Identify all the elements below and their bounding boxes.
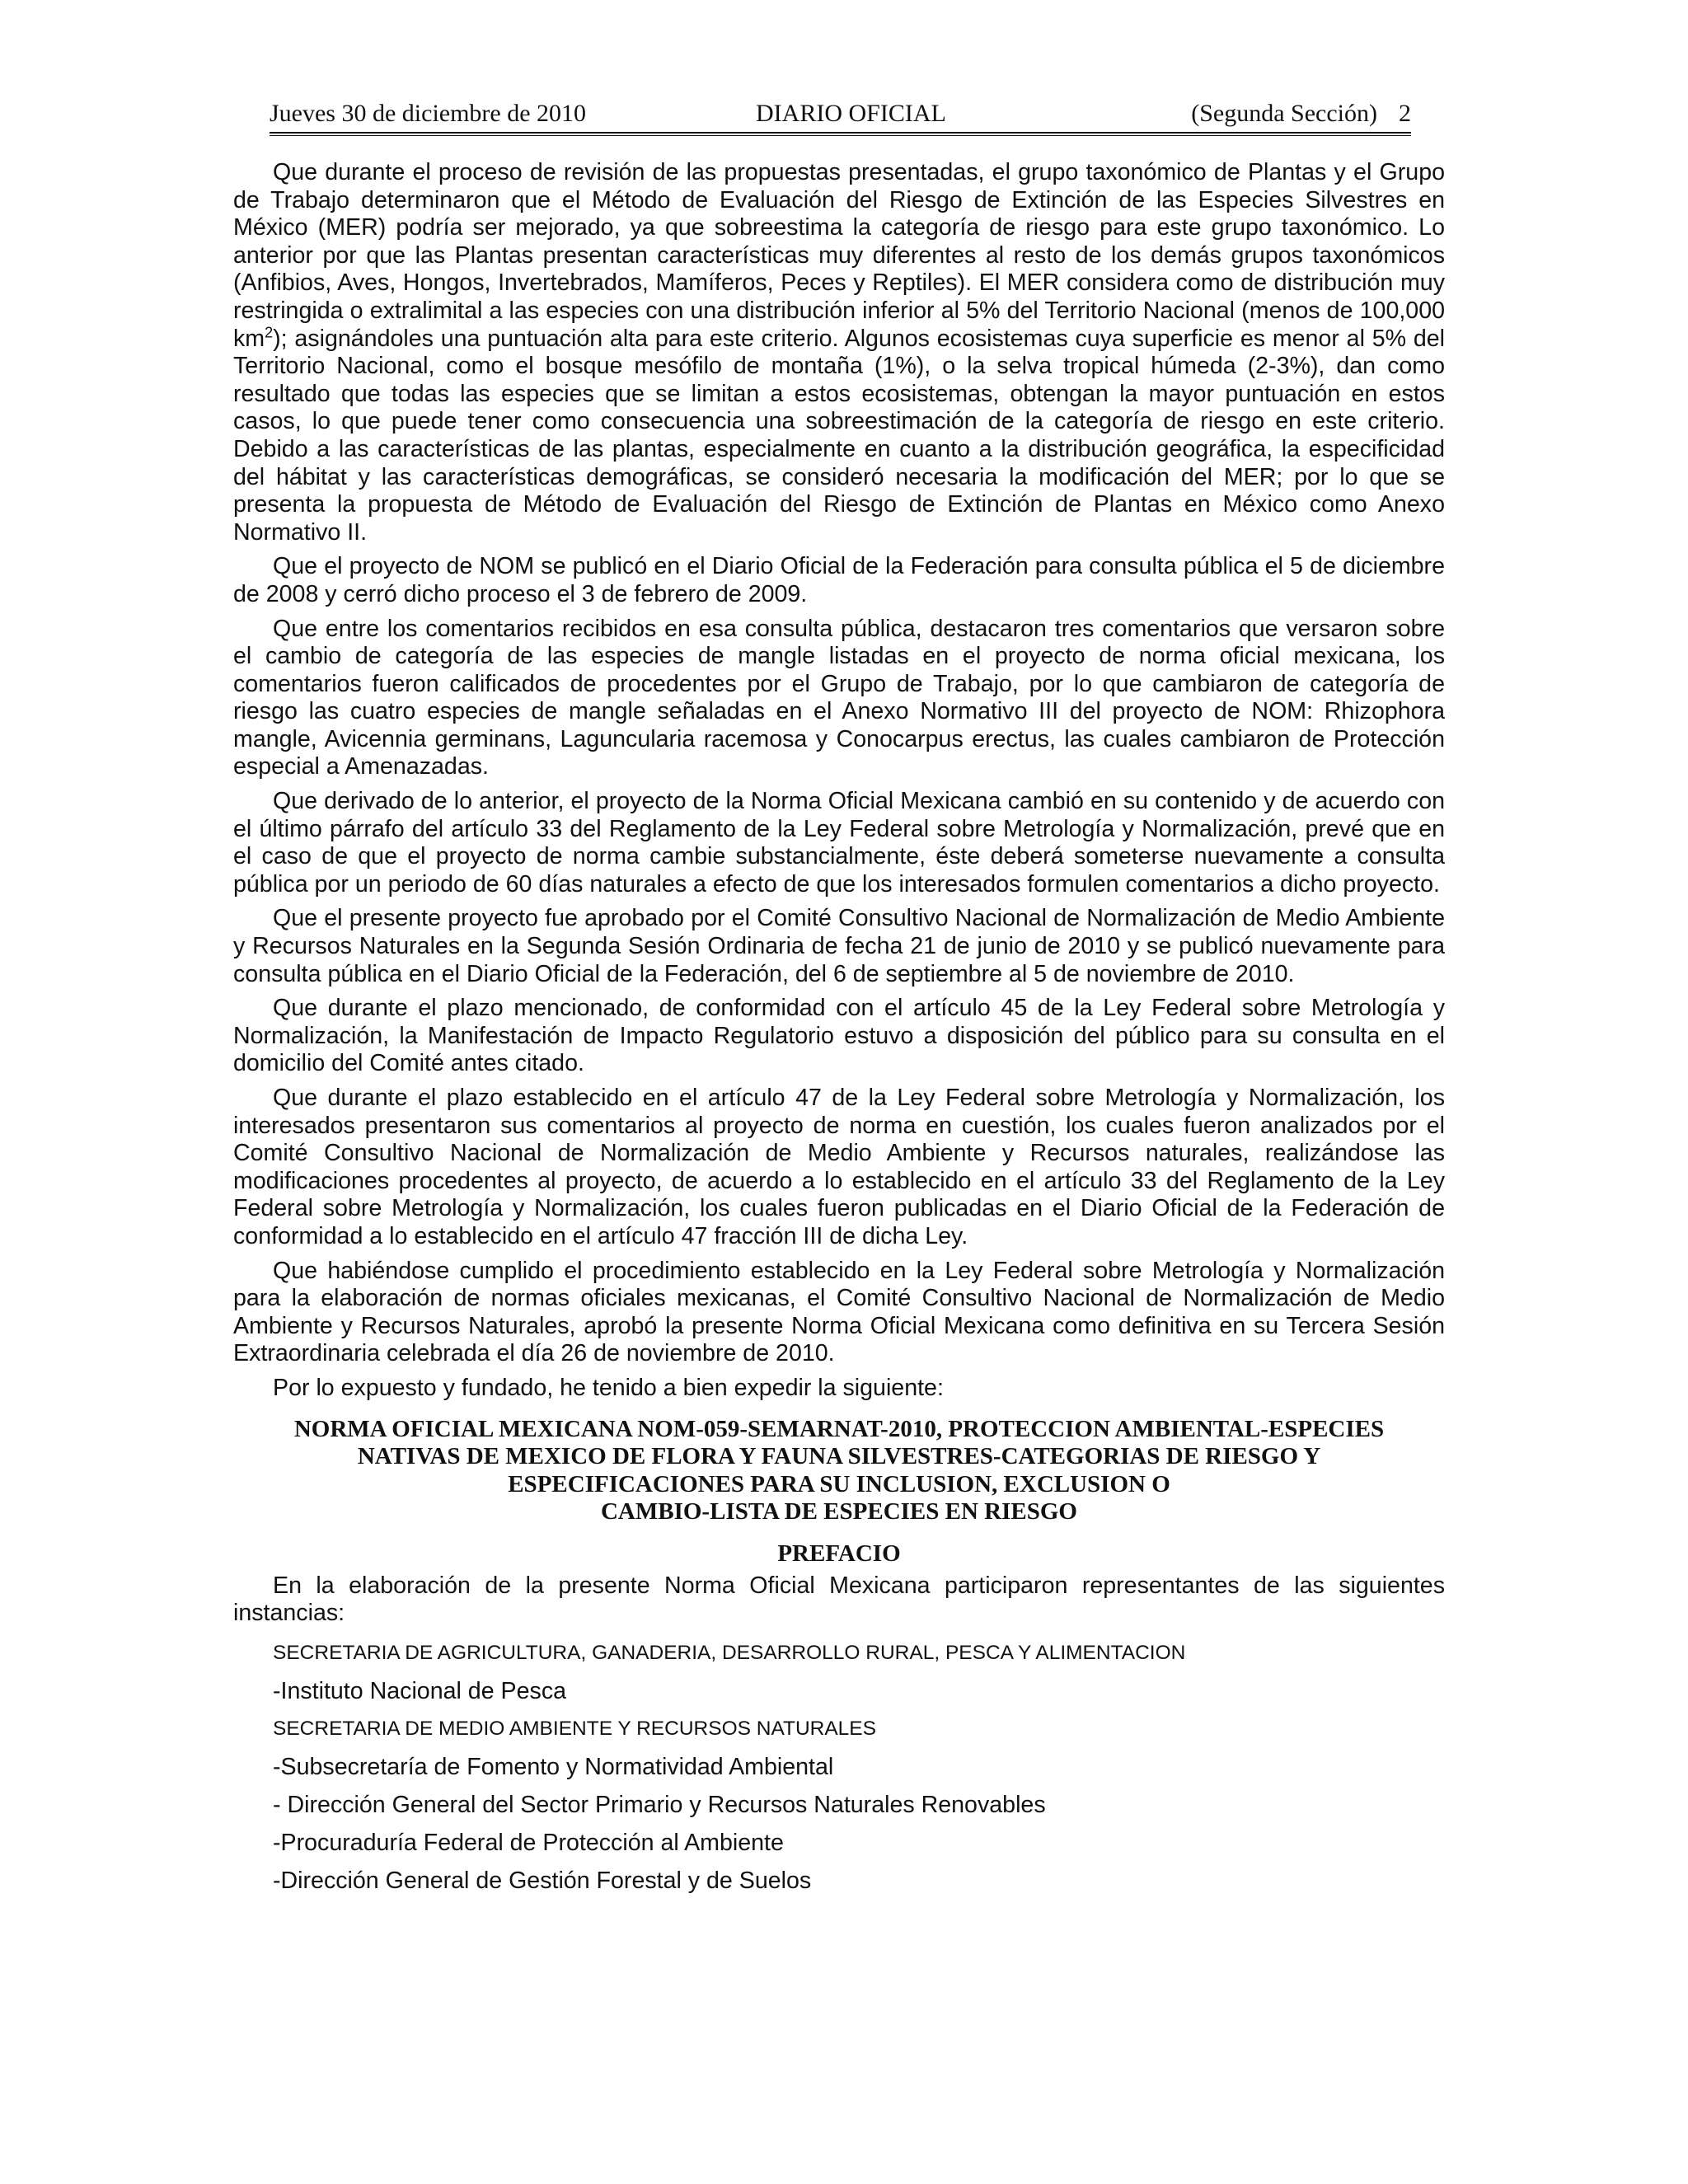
paragraph-6: Que durante el plazo mencionado, de conformidad con el artículo 45 de la Ley Federal sobre Metrología y Normalización, la Manifestación de Impacto Regulatorio estuvo a disposición del público para su consulta en el domicilio del Comité antes citado. [233,995,1445,1077]
paragraph-3: Que entre los comentarios recibidos en esa consulta pública, destacaron tres comentarios que versaron sobre el cambio de categoría de las especies de mangle listadas en el proyecto de norma oficial mexicana, los comentarios fueron calificados de procedentes por el Grupo de Trabajo, por lo que cambiaron de categoría de riesgo las cuatro especies de mangle señaladas en el Anexo Normativo III del proyecto de NOM: Rhizophora mangle, Avicennia germinans, Laguncularia racemosa y Conocarpus erectus, las cuales cambiaron de Protección especial a Amenazadas. [233,615,1445,780]
page-header [270,97,1411,137]
norma-title-line-3: ESPECIFICACIONES PARA SU INCLUSION, EXCLUSION O [508,1470,1170,1497]
header-publication: DIARIO OFICIAL [756,100,946,127]
participants-list [273,1639,1445,1895]
paragraph-1-part-b: ); asignándoles una puntuación alta para este criterio. Algunos ecosistemas cuya superficie es menor al 5% del Territorio Nacional, como el bosque mesófilo de montaña (1%), o la selva tropical húmeda (2-3%), dan como resultado que todas las especies que se limitan a estos ecosistemas, obtengan la mayor puntuación en estos casos, lo que puede tener como consecuencia una sobreestimación de la categoría de riesgo en este criterio. Debido a las características de las plantas, especialmente en cuanto a la distribución geográfica, la especificidad del hábitat y las características demográficas, se consideró necesaria la modificación del MER; por lo que se presenta la propuesta de Método de Evaluación del Riesgo de Extinción de Plantas en México como Anexo Normativo II. [233,325,1445,546]
header-page-number: 2 [1399,100,1411,127]
list-item: SECRETARIA DE AGRICULTURA, GANADERIA, DESARROLLO RURAL, PESCA Y ALIMENTACION [273,1641,1186,1664]
norma-title-line-4: CAMBIO-LISTA DE ESPECIES EN RIESGO [600,1498,1077,1526]
header-rule [270,132,1411,136]
norma-title-line-2: NATIVAS DE MEXICO DE FLORA Y FAUNA SILVESTRES-CATEGORIAS DE RIESGO Y [357,1443,1321,1470]
header-section-label: (Segunda Sección) [1191,100,1377,127]
list-item: SECRETARIA DE MEDIO AMBIENTE Y RECURSOS NATURALES [273,1717,876,1740]
document-body [233,159,1445,1905]
norma-title [233,1416,1445,1526]
list-item: -Procuraduría Federal de Protección al Ambiente [273,1829,784,1856]
paragraph-1-part-a: Que durante el proceso de revisión de las propuestas presentadas, el grupo taxonómico de Plantas y el Grupo de Trabajo determinaron que el Método de Evaluación del Riesgo de Extinción de las Especies Silvestres en México (MER) podría ser mejorado, ya que sobreestima la categoría de riesgo para este grupo taxonómico. Lo anterior por que las Plantas presentan características muy diferentes al resto de los demás grupos taxonómicos (Anfibios, Aves, Hongos, Invertebrados, Mamíferos, Peces y Reptiles). El MER considera como de distribución muy restringida o extralimital a las especies con una distribución inferior al 5% del Territorio Nacional (menos de 100,000 km [233,159,1445,352]
list-item: -Dirección General de Gestión Forestal y de Suelos [273,1867,812,1894]
paragraph-1 [233,159,1445,546]
superscript-2: 2 [265,324,274,341]
paragraph-5: Que el presente proyecto fue aprobado por el Comité Consultivo Nacional de Normalización de Medio Ambiente y Recursos Naturales en la Segunda Sesión Ordinaria de fecha 21 de junio de 2010 y se publicó nuevamente para consulta pública en el Diario Oficial de la Federación, del 6 de septiembre al 5 de noviembre de 2010. [233,905,1445,987]
list-item: -Subsecretaría de Fomento y Normatividad Ambiental [273,1753,834,1780]
list-item: - Dirección General del Sector Primario y Recursos Naturales Renovables [273,1791,1046,1818]
paragraph-8: Que habiéndose cumplido el procedimiento establecido en la Ley Federal sobre Metrología y Normalización para la elaboración de normas oficiales mexicanas, el Comité Consultivo Nacional de Normalización de Medio Ambiente y Recursos Naturales, aprobó la presente Norma Oficial Mexicana como definitiva en su Tercera Sesión Extraordinaria celebrada el día 26 de noviembre de 2010. [233,1257,1445,1367]
paragraph-2: Que el proyecto de NOM se publicó en el Diario Oficial de la Federación para consulta pública el 5 de diciembre de 2008 y cerró dicho proceso el 3 de febrero de 2009. [233,553,1445,607]
header-date: Jueves 30 de diciembre de 2010 [270,100,587,127]
paragraph-9: Por lo expuesto y fundado, he tenido a bien expedir la siguiente: [273,1374,944,1401]
norma-title-line-1: NORMA OFICIAL MEXICANA NOM-059-SEMARNAT-2010, PROTECCION AMBIENTAL-ESPECIES [293,1415,1385,1442]
paragraph-7: Que durante el plazo establecido en el artículo 47 de la Ley Federal sobre Metrología y Normalización, los interesados presentaron sus comentarios al proyecto de norma en cuestión, los cuales fueron analizados por el Comité Consultivo Nacional de Normalización de Medio Ambiente y Recursos naturales, realizándose las modificaciones procedentes al proyecto, de acuerdo a lo establecido en el artículo 33 del Reglamento de la Ley Federal sobre Metrología y Normalización, los cuales fueron publicadas en el Diario Oficial de la Federación de conformidad a lo establecido en el artículo 47 fracción III de dicha Ley. [233,1085,1445,1249]
prefacio-heading: PREFACIO [777,1540,901,1567]
header-section [1191,97,1411,130]
list-item: -Instituto Nacional de Pesca [273,1677,567,1704]
paragraph-4: Que derivado de lo anterior, el proyecto de la Norma Oficial Mexicana cambió en su contenido y de acuerdo con el último párrafo del artículo 33 del Reglamento de la Ley Federal sobre Metrología y Normalización, prevé que en el caso de que el proyecto de norma cambie substancialmente, éste deberá someterse nuevamente a consulta pública por un periodo de 60 días naturales a efecto de que los interesados formulen comentarios a dicho proyecto. [233,788,1445,898]
prefacio-intro: En la elaboración de la presente Norma Oficial Mexicana participaron representantes de las siguientes instancias: [233,1572,1445,1627]
